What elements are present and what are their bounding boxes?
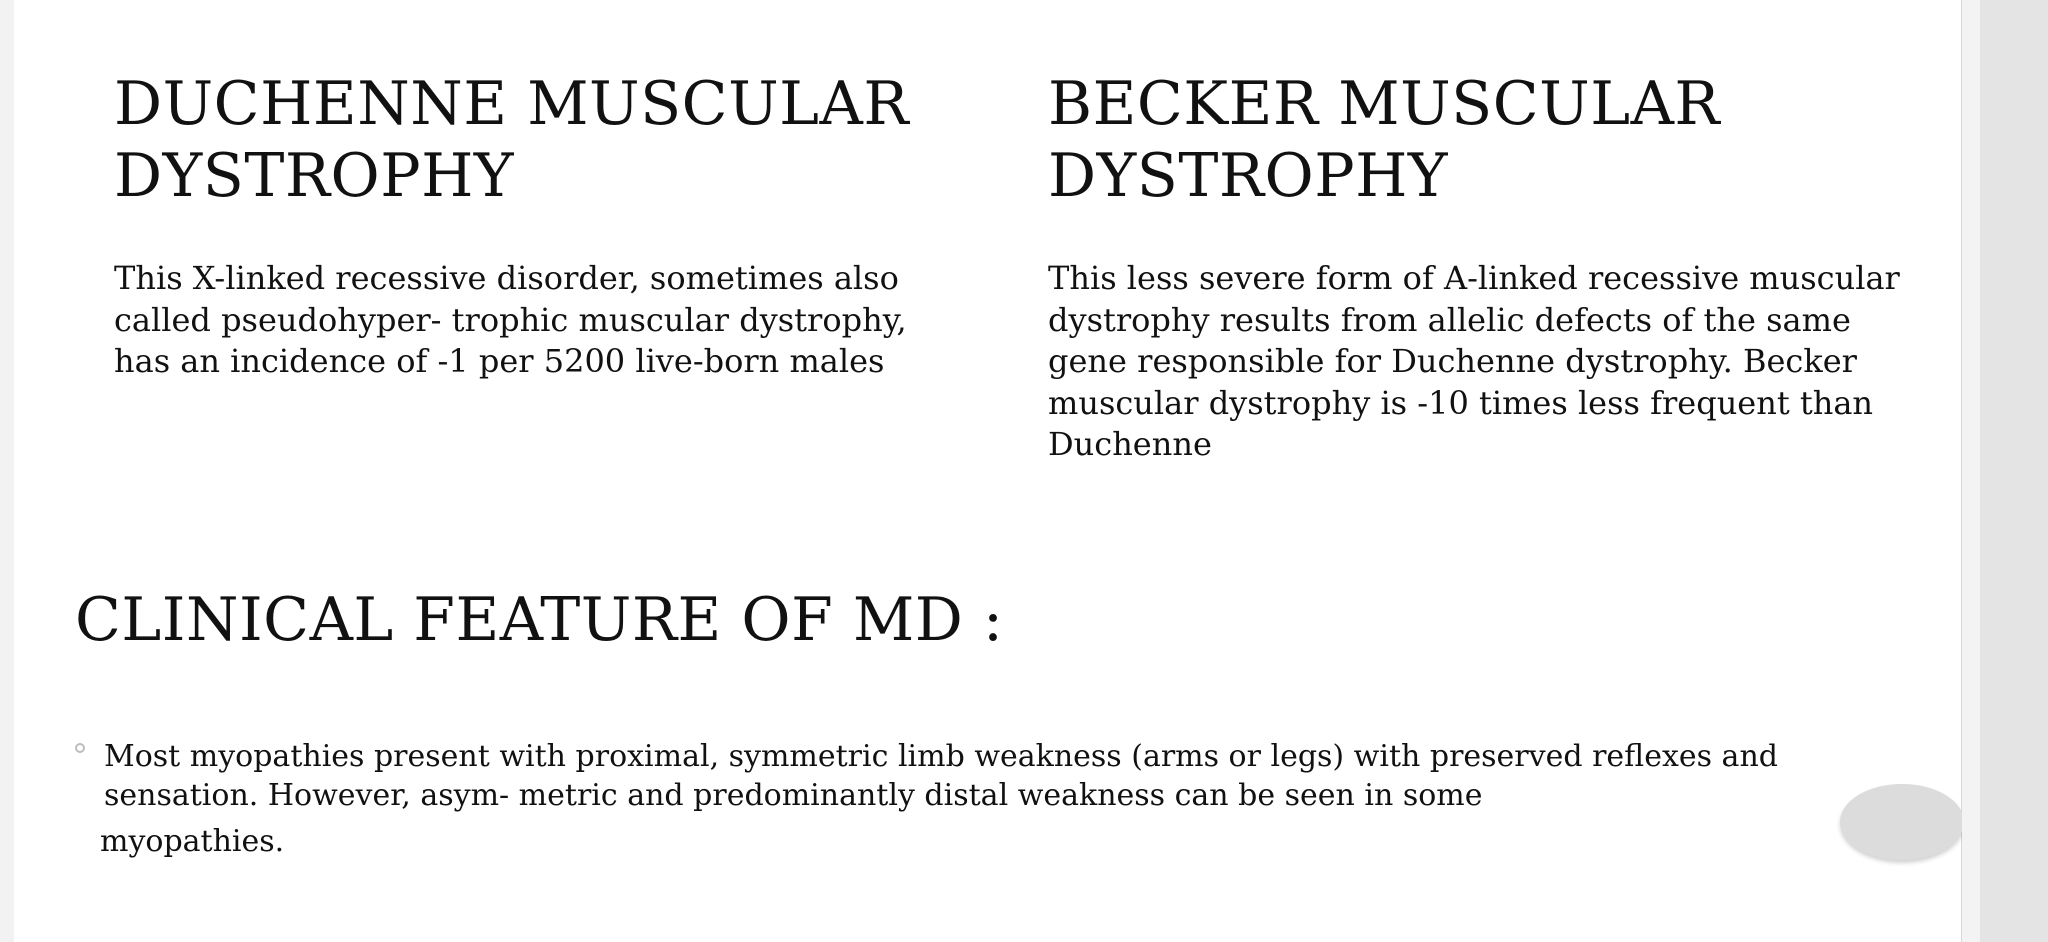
- becker-title: BECKER MUSCULAR DYSTROPHY: [1048, 69, 1721, 211]
- clinical-bullet-text: Most myopathies present with proximal, symmetric limb weakness (arms or legs) with preserved reflexes and sensation. However, asym- metric and predominantly distal weakness can be seen in some: [104, 739, 1778, 813]
- floating-oval-button[interactable]: [1840, 784, 1964, 860]
- duchenne-description: This X-linked recessive disorder, sometimes also called pseudohyper- trophic muscular dystrophy, has an incidence of -1 per 5200 live-born males: [114, 259, 907, 380]
- clinical-feature-heading: CLINICAL FEATURE OF MD :: [75, 585, 1004, 655]
- becker-description: This less severe form of A-linked recessive muscular dystrophy results from allelic defects of the same gene responsible for Duchenne dystrophy. Becker muscular dystrophy is -10 times less frequent than Duchenne: [1048, 259, 1900, 463]
- duchenne-title: DUCHENNE MUSCULAR DYSTROPHY: [114, 69, 910, 211]
- scrollbar-track[interactable]: [1980, 0, 2048, 942]
- bullet-circle-icon: [75, 743, 85, 753]
- clinical-bullet-continuation: myopathies.: [100, 824, 285, 859]
